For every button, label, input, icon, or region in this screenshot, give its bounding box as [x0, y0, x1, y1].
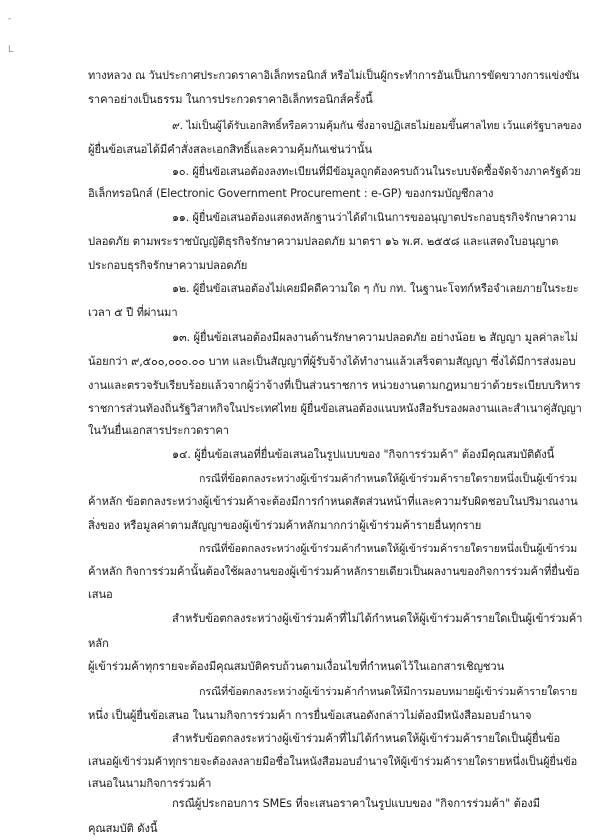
- text-line: ๑๐. ผู้ยื่นข้อเสนอต้องลงทะเบียนที่มีข้อมูลถูกต้องครบถ้วนในระบบจัดซื้อจัดจ้างภาครัฐด้วย: [172, 165, 581, 179]
- text-line: ราชการส่วนท้องถิ่นรัฐวิสาหกิจในประเทศไทย ผู้ยื่นข้อเสนอต้องแนบหนังสือรับรองผลงานและสำเนาคู่สัญญา: [88, 401, 582, 415]
- text-line: กรณีที่ข้อตกลงระหว่างผู้เข้าร่วมค้ากำหนดให้มีการมอบหมายผู้เข้าร่วมค้ารายใดราย: [199, 685, 578, 699]
- text-line: กรณีผู้ประกอบการ SMEs ที่จะเสนอราคาในรูปแบบของ "กิจการร่วมค้า" ต้องมี: [172, 796, 540, 810]
- text-line: กรณีที่ข้อตกลงระหว่างผู้เข้าร่วมค้ากำหนดให้ผู้เข้าร่วมค้ารายใดรายหนึ่งเป็นผู้เข้าร่วม: [199, 472, 578, 485]
- text-line: ๑๒. ผู้ยื่นข้อเสนอต้องไม่เคยมีคดีความใด ๆ กับ กท. ในฐานะโจทก์หรือจำเลยภายในระยะ: [172, 282, 579, 296]
- text-line: เสนอในนามกิจการร่วมค้า: [88, 776, 212, 790]
- text-line: ๑๓. ผู้ยื่นข้อเสนอต้องมีผลงานด้านรักษาความปลอดภัย อย่างน้อย ๒ สัญญา มูลค่าละไม่: [172, 330, 578, 344]
- text-line: กรณีที่ข้อตกลงระหว่างผู้เข้าร่วมค้ากำหนดให้ผู้เข้าร่วมค้ารายใดรายหนึ่งเป็นผู้เข้าร่วม: [199, 543, 578, 556]
- text-line: สำหรับข้อตกลงระหว่างผู้เข้าร่วมค้าที่ไม่ได้กำหนดให้ผู้เข้าร่วมค้ารายใดเป็นผู้ยื่นข้อ: [172, 731, 561, 745]
- text-line: เวลา ๕ ปี ที่ผ่านมา: [88, 305, 178, 319]
- margin-mark: L: [8, 45, 14, 55]
- text-line: สำหรับข้อตกลงระหว่างผู้เข้าร่วมค้าที่ไม่ได้กำหนดให้ผู้เข้าร่วมค้ารายใดเป็นผู้เข้าร่วมค้า: [172, 612, 583, 626]
- text-line: ค้าหลัก ข้อตกลงระหว่างผู้เข้าร่วมค้าจะต้องมีการกำหนดสัดส่วนหน้าที่และความรับผิดชอบในปริมาณงาน: [88, 495, 578, 509]
- text-line: ผู้เข้าร่วมค้าทุกรายจะต้องมีคุณสมบัติครบถ้วนตามเงื่อนไขที่กำหนดไว้ในเอกสารเชิญชวน: [88, 660, 505, 674]
- text-line: ในวันยื่นเอกสารประกวดราคา: [88, 423, 229, 437]
- text-line: น้อยกว่า ๙,๕๐๐,๐๐๐.๐๐ บาท และเป็นสัญญาที่ผู้รับจ้างได้ทำงานแล้วเสร็จตามสัญญา ซึ่งได้มีการส่งมอบ: [88, 354, 576, 368]
- text-line: ค้าหลัก กิจการร่วมค้านั้นต้องใช้ผลงานของผู้เข้าร่วมค้าหลักรายเดียวเป็นผลงานของกิจการร่วมค้าที่ยื่นข้อ: [88, 565, 580, 579]
- text-line: สิ่งของ หรือมูลค่าตามสัญญาของผู้เข้าร่วมค้าหลักมากกว่าผู้เข้าร่วมค้ารายอื่นทุกราย: [88, 519, 482, 533]
- text-line: ๙. ไม่เป็นผู้ได้รับเอกสิทธิ์หรือความคุ้มกัน ซึ่งอาจปฏิเสธไม่ยอมขึ้นศาลไทย เว้นแต่รัฐบาลของ: [172, 120, 582, 132]
- text-line: หนึ่ง เป็นผู้ยื่นข้อเสนอ ในนามกิจการร่วมค้า การยื่นข้อเสนอดังกล่าวไม่ต้องมีหนังสือมอบอำนาจ: [88, 708, 532, 722]
- text-line: ๑๔. ผู้ยื่นข้อเสนอที่ยื่นข้อเสนอในรูปแบบของ "กิจการร่วมค้า" ต้องมีคุณสมบัติดังนี้: [172, 447, 555, 461]
- text-line: ประกอบธุรกิจรักษาความปลอดภัย: [88, 259, 248, 273]
- text-line: งานและตรวจรับเรียบร้อยแล้วจากผู้ว่าจ้างที่เป็นส่วนราชการ หน่วยงานตามกฎหมายว่าด้วยระเบียบบริหาร: [88, 378, 581, 392]
- text-line: หลัก: [88, 637, 109, 651]
- text-line: เสนอผู้เข้าร่วมค้าทุกรายจะต้องลงลายมือชื่อในหนังสือมอบอำนาจให้ผู้เข้าร่วมค้ารายใดรายหนึ่งเป็นผู้ยื่นข้อ: [88, 754, 578, 768]
- text-line: เสนอ: [88, 588, 113, 602]
- text-line: ๑๑. ผู้ยื่นข้อเสนอต้องแสดงหลักฐานว่าได้ดำเนินการขออนุญาตประกอบธุรกิจรักษาความ: [172, 211, 577, 225]
- text-line: ราคาอย่างเป็นธรรม ในการประกวดราคาอิเล็กทรอนิกส์ครั้งนี้: [88, 93, 373, 107]
- text-line: ปลอดภัย ตามพระราชบัญญัติธุรกิจรักษาความปลอดภัย มาตรา ๑๖ พ.ศ. ๒๕๕๘ และแสดงใบอนุญาต: [88, 235, 559, 249]
- text-line: อิเล็กทรอนิกส์ (Electronic Government Procurement : e-GP) ของกรมบัญชีกลาง: [88, 187, 494, 201]
- text-line: ทางหลวง ณ วันประกาศประกวดราคาอิเล็กทรอนิกส์ หรือไม่เป็นผู้กระทำการอันเป็นการขัดขวางการแข่งขัน: [88, 69, 580, 82]
- margin-mark: -: [8, 14, 12, 24]
- text-line: ผู้ยื่นข้อเสนอได้มีคำสั่งสละเอกสิทธิ์และความคุ้มกันเช่นว่านั้น: [88, 143, 373, 157]
- text-line: คุณสมบัติ ดังนี้: [88, 822, 158, 835]
